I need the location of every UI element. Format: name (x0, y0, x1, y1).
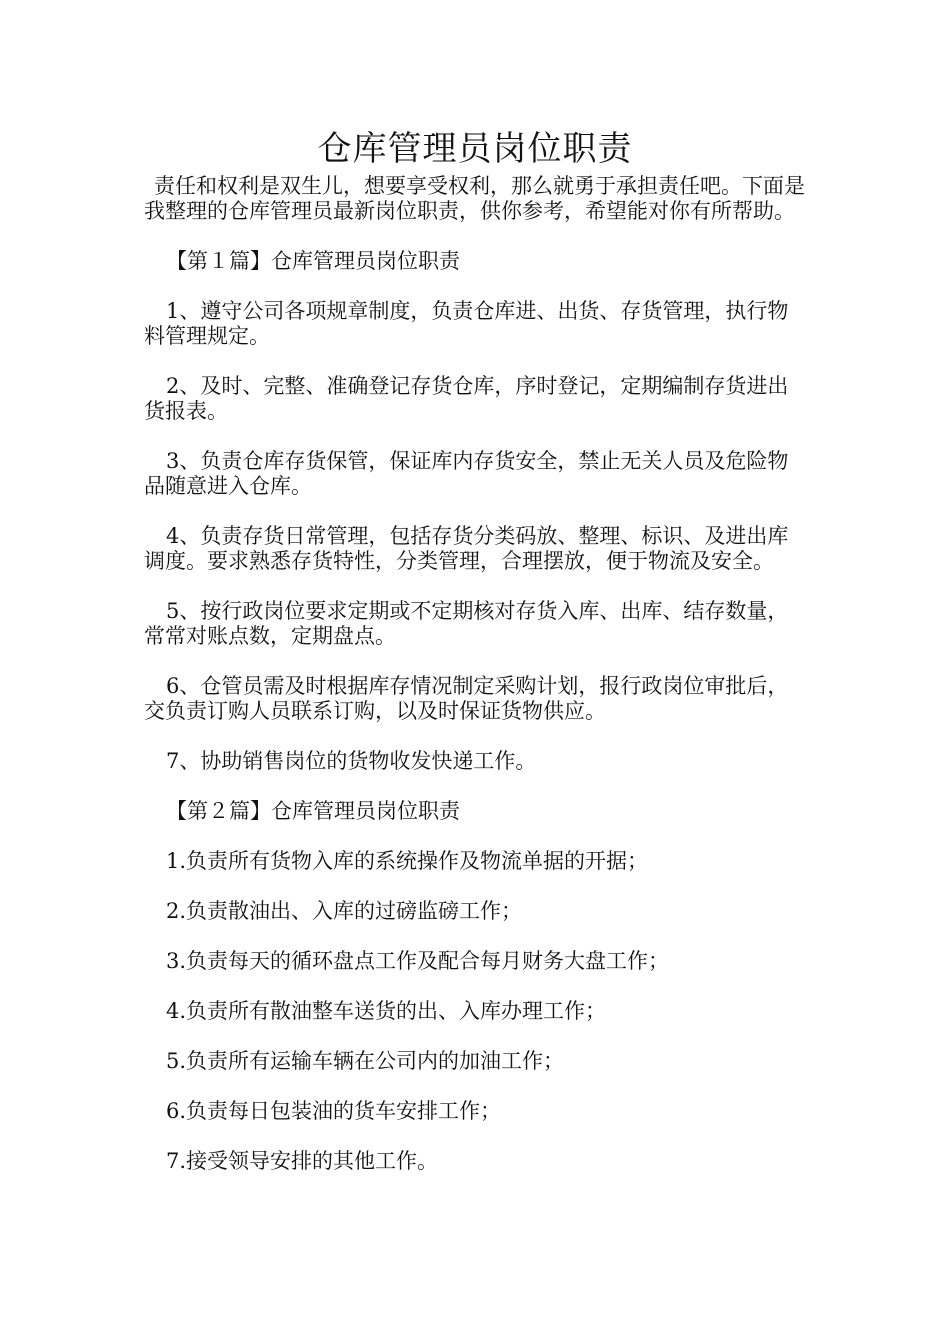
list-item: 5、按行政岗位要求定期或不定期核对存货入库、出库、结存数量，常常对账点数，定期盘点。 (144, 599, 789, 648)
list-item: 6、仓管员需及时根据库存情况制定采购计划，报行政岗位审批后，交负责订购人员联系订购，以及时保证货物供应。 (144, 674, 789, 723)
list-item: 1.负责所有货物入库的系统操作及物流单据的开据； (166, 849, 649, 873)
intro-paragraph: 责任和权利是双生儿，想要享受权利，那么就勇于承担责任吧。下面是我整理的仓库管理员最新岗位职责，供你参考，希望能对你有所帮助。 (144, 174, 805, 223)
document-title: 仓库管理员岗位职责 (317, 129, 633, 169)
list-item: 3、负责仓库存货保管，保证库内存货安全，禁止无关人员及危险物品随意进入仓库。 (144, 449, 789, 498)
list-item: 1、遵守公司各项规章制度，负责仓库进、出货、存货管理，执行物料管理规定。 (144, 299, 789, 348)
list-item: 4.负责所有散油整车送货的出、入库办理工作； (166, 999, 607, 1023)
list-item: 7、协助销售岗位的货物收发快递工作。 (166, 749, 537, 773)
list-item: 5.负责所有运输车辆在公司内的加油工作； (166, 1049, 565, 1073)
section-heading-2: 【第２篇】仓库管理员岗位职责 (166, 799, 460, 823)
list-item: 3.负责每天的循环盘点工作及配合每月财务大盘工作； (166, 949, 670, 973)
list-item: 2.负责散油出、入库的过磅监磅工作； (166, 899, 523, 923)
list-item: 2、及时、完整、准确登记存货仓库，序时登记，定期编制存货进出货报表。 (144, 374, 789, 423)
list-item: 4、负责存货日常管理，包括存货分类码放、整理、标识、及进出库调度。要求熟悉存货特性，分类管理，合理摆放，便于物流及安全。 (144, 524, 789, 573)
list-item: 7.接受领导安排的其他工作。 (166, 1149, 439, 1173)
list-item: 6.负责每日包装油的货车安排工作； (166, 1099, 502, 1123)
section-heading-1: 【第１篇】仓库管理员岗位职责 (166, 249, 460, 273)
document-body (144, 174, 808, 1199)
